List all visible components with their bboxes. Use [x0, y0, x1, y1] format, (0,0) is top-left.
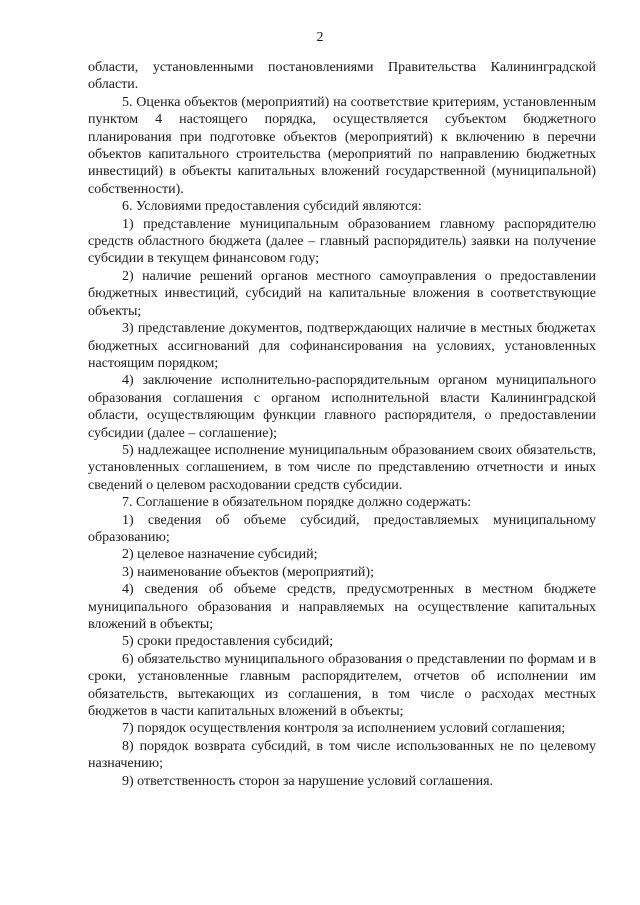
paragraph: области, установленными постановлениями Правительства Калининградской области.: [88, 60, 596, 93]
paragraph: 3) наименование объектов (мероприятий);: [122, 564, 374, 580]
paragraph: 1) представление муниципальным образованием главному распорядителю средств областного бюджета (далее – главный распорядитель) заявки на получение субсидии в текущем финансовом году;: [88, 216, 596, 267]
paragraph: 6. Условиями предоставления субсидий являются:: [122, 199, 422, 215]
paragraph: 4) заключение исполнительно-распорядительным органом муниципального образования соглашения с органом исполнительной власти Калининградской области, осуществляющим функции главного распорядителя, о предоставлении субсидии (далее – соглашение);: [88, 373, 596, 441]
paragraph: 4) сведения об объеме средств, предусмотренных в местном бюджете муниципального образования и направляемых на осуществление капитальных вложений в объекты;: [88, 582, 596, 632]
paragraph: 2) наличие решений органов местного самоуправления о предоставлении бюджетных инвестиций, субсидий на капитальные вложения в соответствующие объекты;: [88, 268, 596, 319]
paragraph: 7) порядок осуществления контроля за исполнением условий соглашения;: [122, 721, 566, 737]
paragraph: 5) сроки предоставления субсидий;: [122, 634, 334, 650]
document-body: [88, 59, 596, 790]
paragraph: 5. Оценка объектов (мероприятий) на соответствие критериям, установленным пунктом 4 настоящего порядка, осуществляется субъектом бюджетного планирования при подготовке объектов (мероприятий) к включению в перечни объектов капитального строительства (мероприятий по направлению бюджетных инвестиций) в объекты капитальных вложений государственной (муниципальной) собственности).: [88, 94, 596, 197]
paragraph: 6) обязательство муниципального образования о представлении по формам и в сроки, установленные главным распорядителем, отчетов об исполнении им обязательств, вытекающих из соглашения, в том числе о расходах местных бюджетов в части капитальных вложений в объекты;: [88, 651, 596, 720]
paragraph: 5) надлежащее исполнение муниципальным образованием своих обязательств, установленных соглашением, в том числе по представлению отчетности и иных сведений о целевом расходовании средств субсидии.: [88, 442, 596, 493]
page-number: 2: [316, 30, 324, 45]
paragraph: 8) порядок возврата субсидий, в том числе использованных не по целевому назначению;: [88, 738, 596, 772]
paragraph: 1) сведения об объеме субсидий, предоставляемых муниципальному образованию;: [88, 512, 596, 545]
paragraph: 7. Соглашение в обязательном порядке должно содержать:: [122, 495, 472, 511]
paragraph: 3) представление документов, подтверждающих наличие в местных бюджетах бюджетных ассигнований для софинансирования на условиях, установленных настоящим порядком;: [88, 321, 596, 371]
paragraph: 9) ответственность сторон за нарушение условий соглашения.: [122, 773, 494, 789]
paragraph: 2) целевое назначение субсидий;: [122, 547, 318, 563]
